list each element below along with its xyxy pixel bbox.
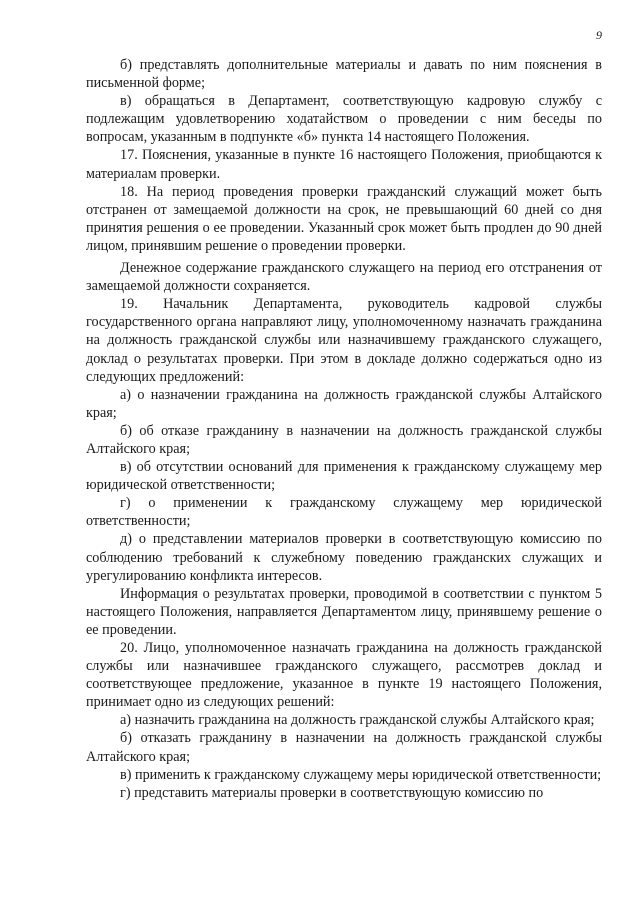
paragraph-19-g: г) о применении к гражданскому служащему мер юридической ответственности; [86,495,602,530]
paragraph-20: 20. Лицо, уполномоченное назначать гражданина на должность гражданской службы или назначившее гражданского служащего, рассмотрев доклад и соответствующее предложение, указанное в пункте 19 настоящего Положения, принимает одно из следующих решений: [86,640,602,711]
paragraph-20-v: в) применить к гражданскому служащему меры юридической ответственности; [120,766,602,783]
paragraph-19-b: б) об отказе гражданину в назначении на должность гражданской службы Алтайского края; [86,422,602,457]
paragraph-19-d: д) о представлении материалов проверки в соответствующую комиссию по соблюдению требований к служебному поведению гражданских служащих и урегулированию конфликта интересов. [86,531,602,584]
paragraph-20-b: б) отказать гражданину в назначении на должность гражданской службы Алтайского края; [86,730,602,765]
paragraph-18: 18. На период проведения проверки гражданский служащий может быть отстранен от замещаемой должности на срок, не превышающий 60 дней со дня принятия решения о ее проведении. Указанный срок может быть продлен до 90 дней лицом, принявшим решение о проведении проверки. [86,183,602,254]
paragraph-19-a: а) о назначении гражданина на должность гражданской службы Алтайского края; [86,386,602,421]
paragraph-18-salary: Денежное содержание гражданского служащего на период его отстранения от замещаемой должности сохраняется. [86,260,602,295]
paragraph-1-v: в) обращаться в Департамент, соответствующую кадровую службу с подлежащим удовлетворению ходатайством о проведении с ним беседы по вопросам, указанным в подпункте «б» пункта 14 настоящего Положения. [86,93,602,146]
document-body [86,56,602,802]
paragraph-19-v: в) об отсутствии оснований для применения к гражданскому служащему мер юридической ответственности; [86,459,602,494]
paragraph-19-info: Информация о результатах проверки, проводимой в соответствии с пунктом 5 настоящего Положения, направляется Департаментом лицу, принявшему решение о ее проведении. [86,585,602,638]
paragraph-1-b: б) представлять дополнительные материалы и давать по ним пояснения в письменной форме; [86,57,602,92]
paragraph-20-g: г) представить материалы проверки в соответствующую комиссию по [120,784,544,801]
page-number: 9 [596,28,602,42]
paragraph-20-a: а) назначить гражданина на должность гражданской службы Алтайского края; [120,712,595,729]
paragraph-19: 19. Начальник Департамента, руководитель кадровой службы государственного органа направляют лицу, уполномоченному назначать гражданина на должность гражданской службы или назначившему гражданского служащего, доклад о результатах проверки. При этом в докладе должно содержаться одно из следующих предложений: [86,296,602,385]
paragraph-17: 17. Пояснения, указанные в пункте 16 настоящего Положения, приобщаются к материалам проверки. [86,147,602,182]
